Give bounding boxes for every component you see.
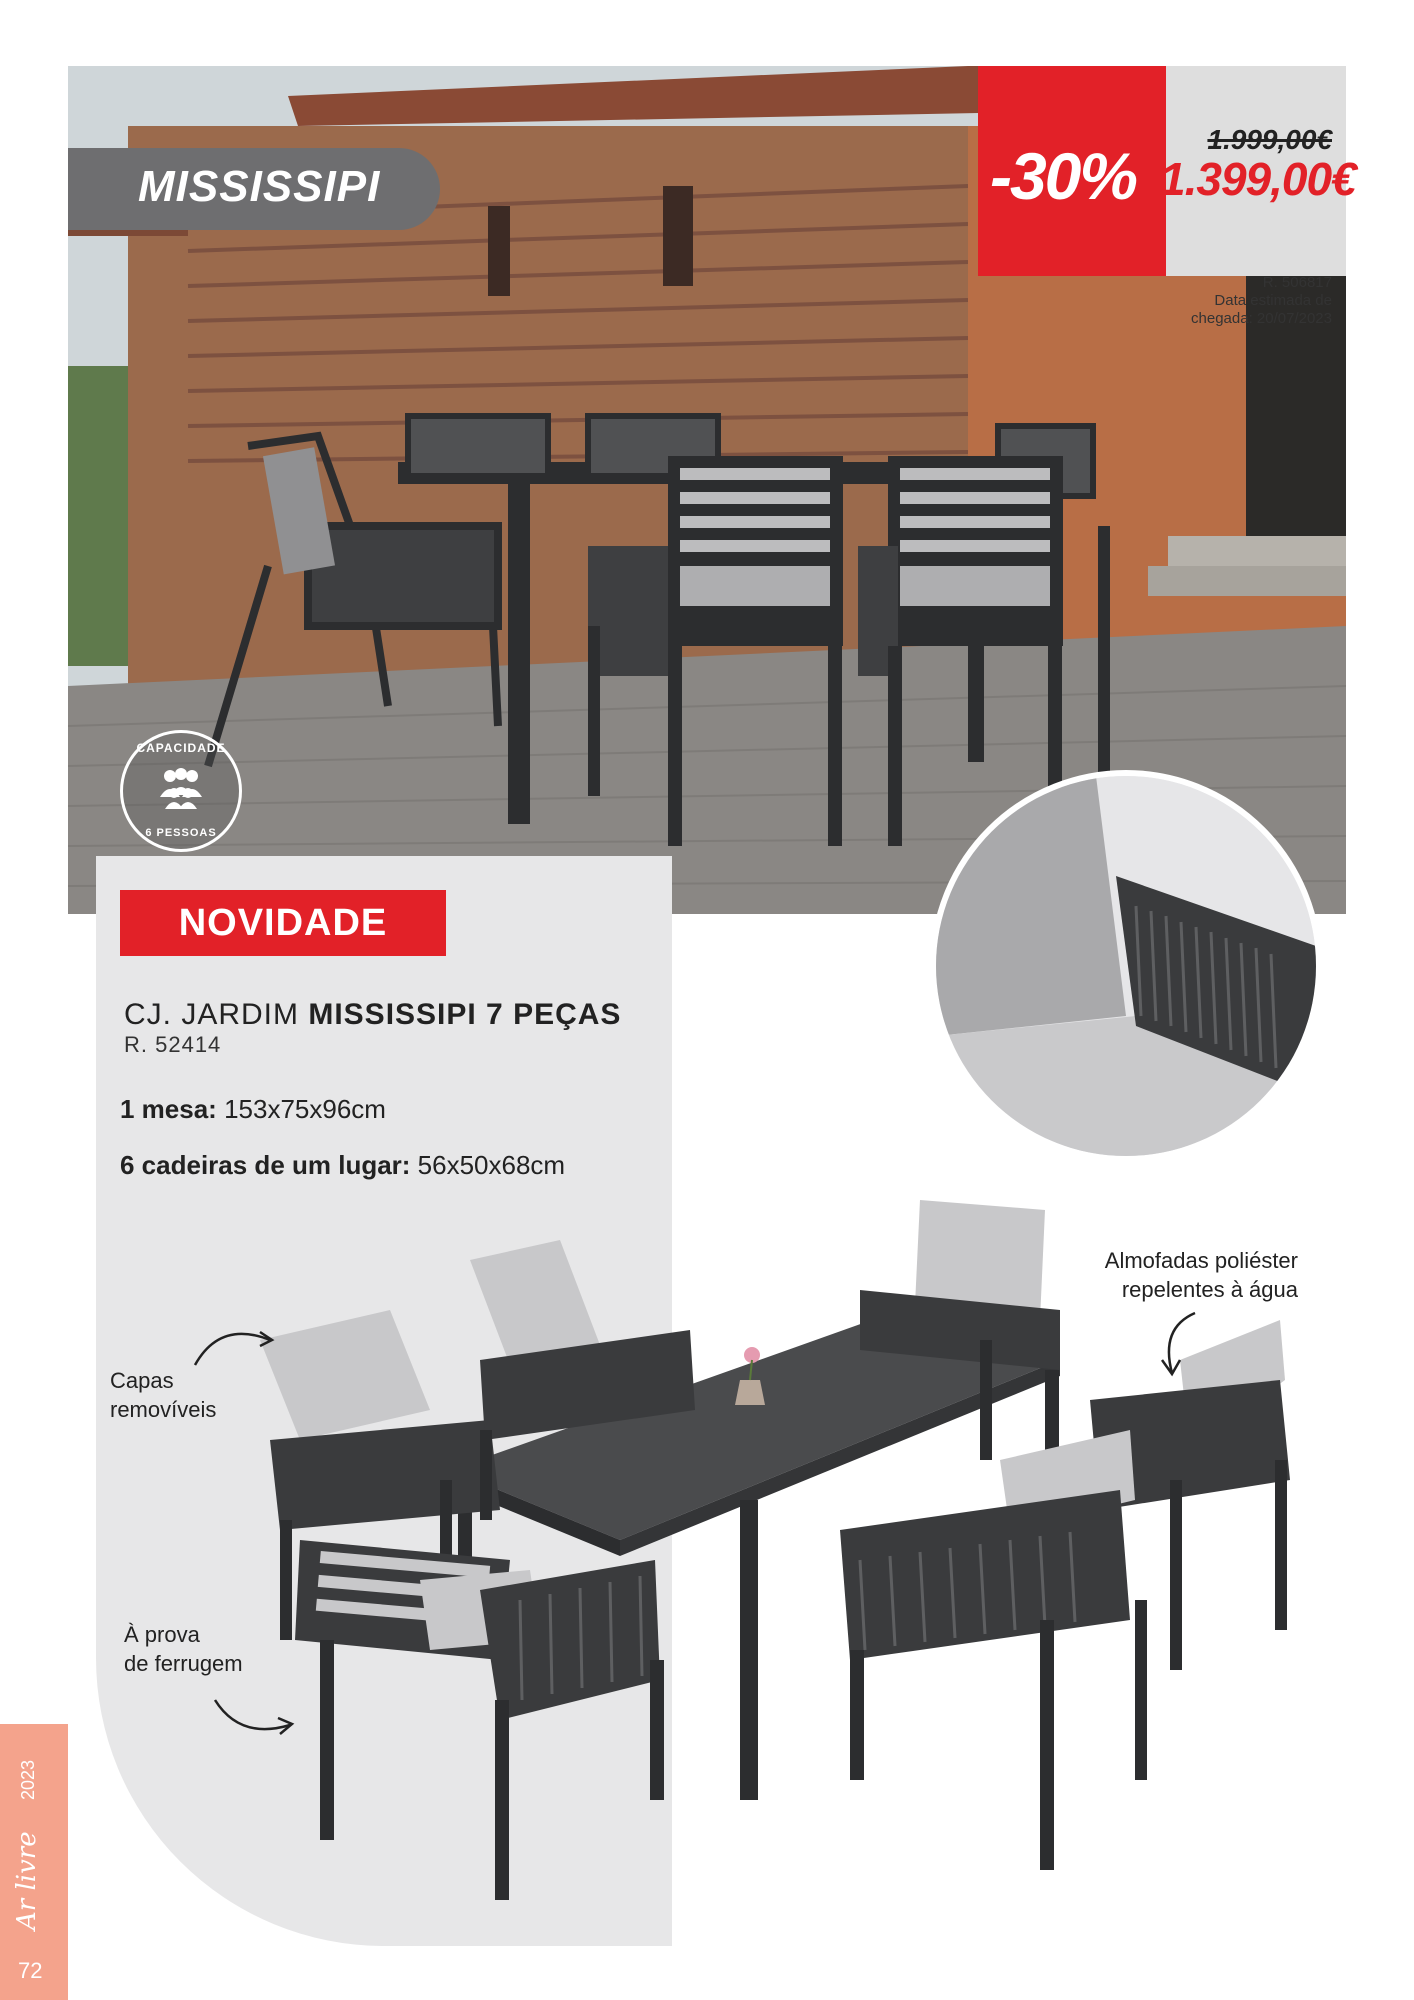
callout-covers-line1: Capas	[110, 1368, 174, 1393]
product-ref: R. 52414	[124, 1032, 222, 1057]
callout-cushions	[1092, 1246, 1298, 1304]
spec-value: 153x75x96cm	[216, 1094, 386, 1124]
collection-title-tab	[68, 148, 440, 230]
spec-chairs	[120, 1150, 565, 1181]
spec-value: 56x50x68cm	[410, 1150, 566, 1180]
arrow-covers-icon	[190, 1320, 280, 1370]
callout-rust	[124, 1620, 243, 1678]
side-year: 2023	[18, 1759, 38, 1800]
old-price: 1.999,00€	[1207, 124, 1332, 155]
spec-label: 1 mesa:	[120, 1094, 217, 1124]
capacity-badge	[120, 730, 242, 852]
new-badge-label: NOVIDADE	[178, 902, 388, 944]
spec-label: 6 cadeiras de um lugar:	[120, 1150, 411, 1180]
callout-covers	[110, 1366, 216, 1424]
callout-rust-line1: À prova	[124, 1622, 200, 1647]
product-title-prefix: CJ. JARDIM	[124, 998, 309, 1031]
callout-cushions-line1: Almofadas poliéster	[1104, 1248, 1298, 1273]
arrow-cushions-icon	[1150, 1308, 1210, 1378]
people-icon	[156, 767, 206, 809]
capacity-value: 6 PESSOAS	[145, 827, 217, 839]
product-title	[124, 998, 621, 1032]
arrow-rust-icon	[210, 1690, 300, 1740]
page-number: 72	[18, 1958, 43, 1983]
price-ref-code: R. 506817	[1262, 274, 1332, 291]
callout-rust-line2: de ferrugem	[124, 1651, 243, 1676]
callout-cushions-line2: repelentes à água	[1121, 1277, 1298, 1302]
collection-name: MISSISSIPI	[138, 162, 381, 211]
capacity-label: CAPACIDADE	[136, 741, 226, 755]
discount-percent: -30%	[990, 139, 1137, 213]
new-price: 1.399,00€	[1160, 153, 1356, 205]
arrival-line-2: chegada: 20/07/2023	[1191, 310, 1332, 327]
price-reference	[1191, 274, 1332, 328]
spec-table	[120, 1094, 386, 1125]
discount-badge	[978, 66, 1166, 276]
new-badge	[120, 890, 446, 956]
callout-covers-line2: removíveis	[110, 1397, 217, 1422]
brand-logo: Ar livre	[12, 1831, 42, 1930]
product-title-name: MISSISSIPI 7 PEÇAS	[308, 998, 622, 1031]
detail-zoom-circle	[930, 770, 1322, 1162]
arrival-line-1: Data estimada de	[1214, 292, 1332, 309]
